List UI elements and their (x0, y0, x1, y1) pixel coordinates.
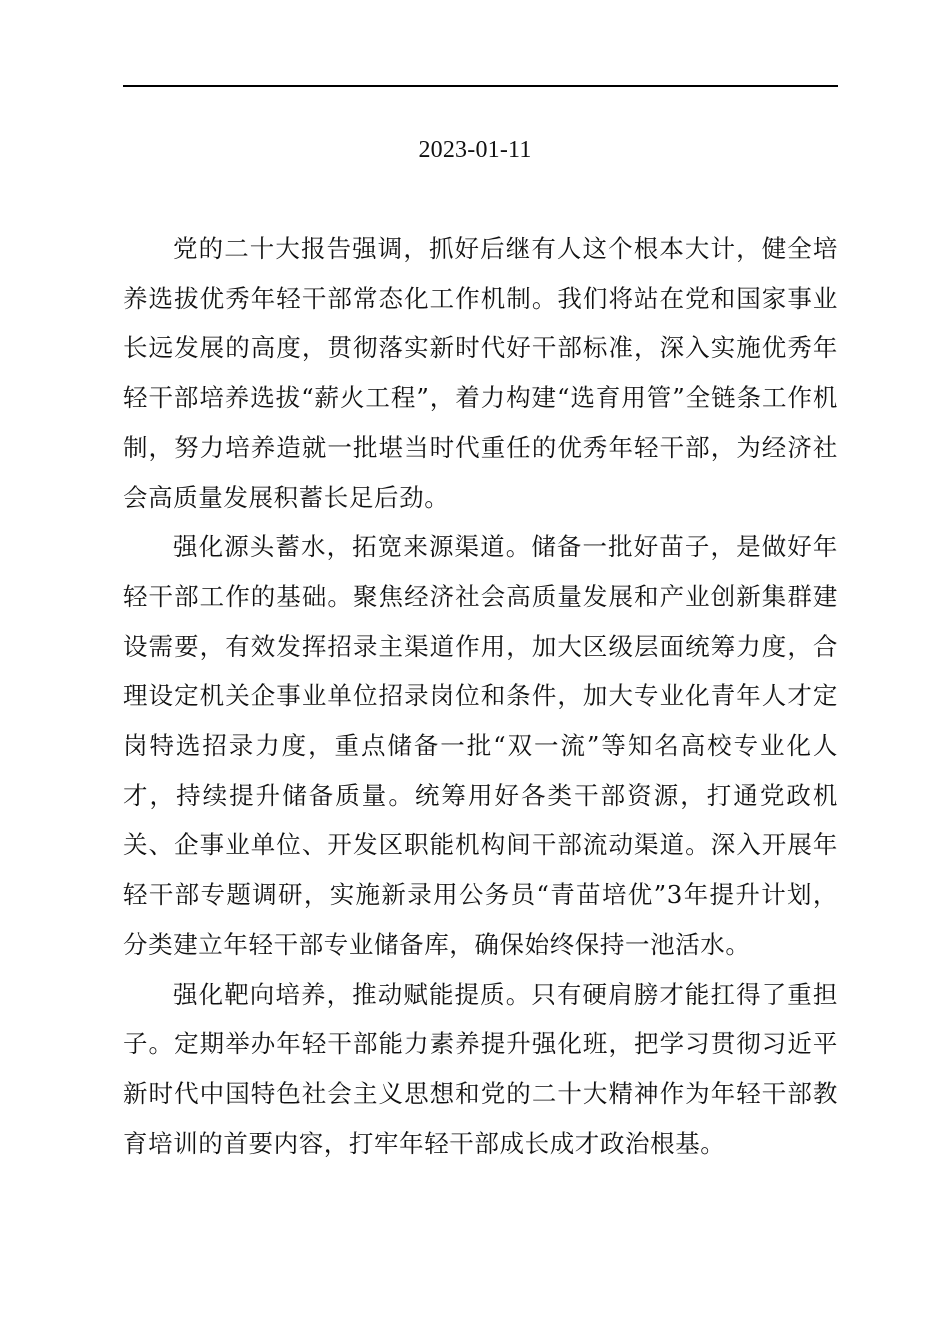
document-body (123, 224, 838, 1168)
paragraph-intro: 党的二十大报告强调，抓好后继有人这个根本大计，健全培养选拔优秀年轻干部常态化工作机制。我们将站在党和国家事业长远发展的高度，贯彻落实新时代好干部标准，深入实施优秀年轻干部培养选拔“薪火工程”，着力构建“选育用管”全链条工作机制，努力培养造就一批堪当时代重任的优秀年轻干部，为经济社会高质量发展积蓄长足后劲。 (123, 234, 838, 512)
header-rule (123, 85, 838, 87)
paragraph-targeted-training: 强化靶向培养，推动赋能提质。只有硬肩膀才能扛得了重担子。定期举办年轻干部能力素养提升强化班，把学习贯彻习近平新时代中国特色社会主义思想和党的二十大精神作为年轻干部教育培训的首要内容，打牢年轻干部成长成才政治根基。 (123, 979, 838, 1158)
document-date: 2023-01-11 (418, 137, 532, 163)
paragraph-source-reserve: 强化源头蓄水，拓宽来源渠道。储备一批好苗子，是做好年轻干部工作的基础。聚焦经济社会高质量发展和产业创新集群建设需要，有效发挥招录主渠道作用，加大区级层面统筹力度，合理设定机关企事业单位招录岗位和条件，加大专业化青年人才定岗特选招录力度，重点储备一批“双一流”等知名高校专业化人才，持续提升储备质量。统筹用好各类干部资源，打通党政机关、企事业单位、开发区职能机构间干部流动渠道。深入开展年轻干部专题调研，实施新录用公务员“青苗培优”3年提升计划，分类建立年轻干部专业储备库，确保始终保持一池活水。 (123, 532, 838, 959)
